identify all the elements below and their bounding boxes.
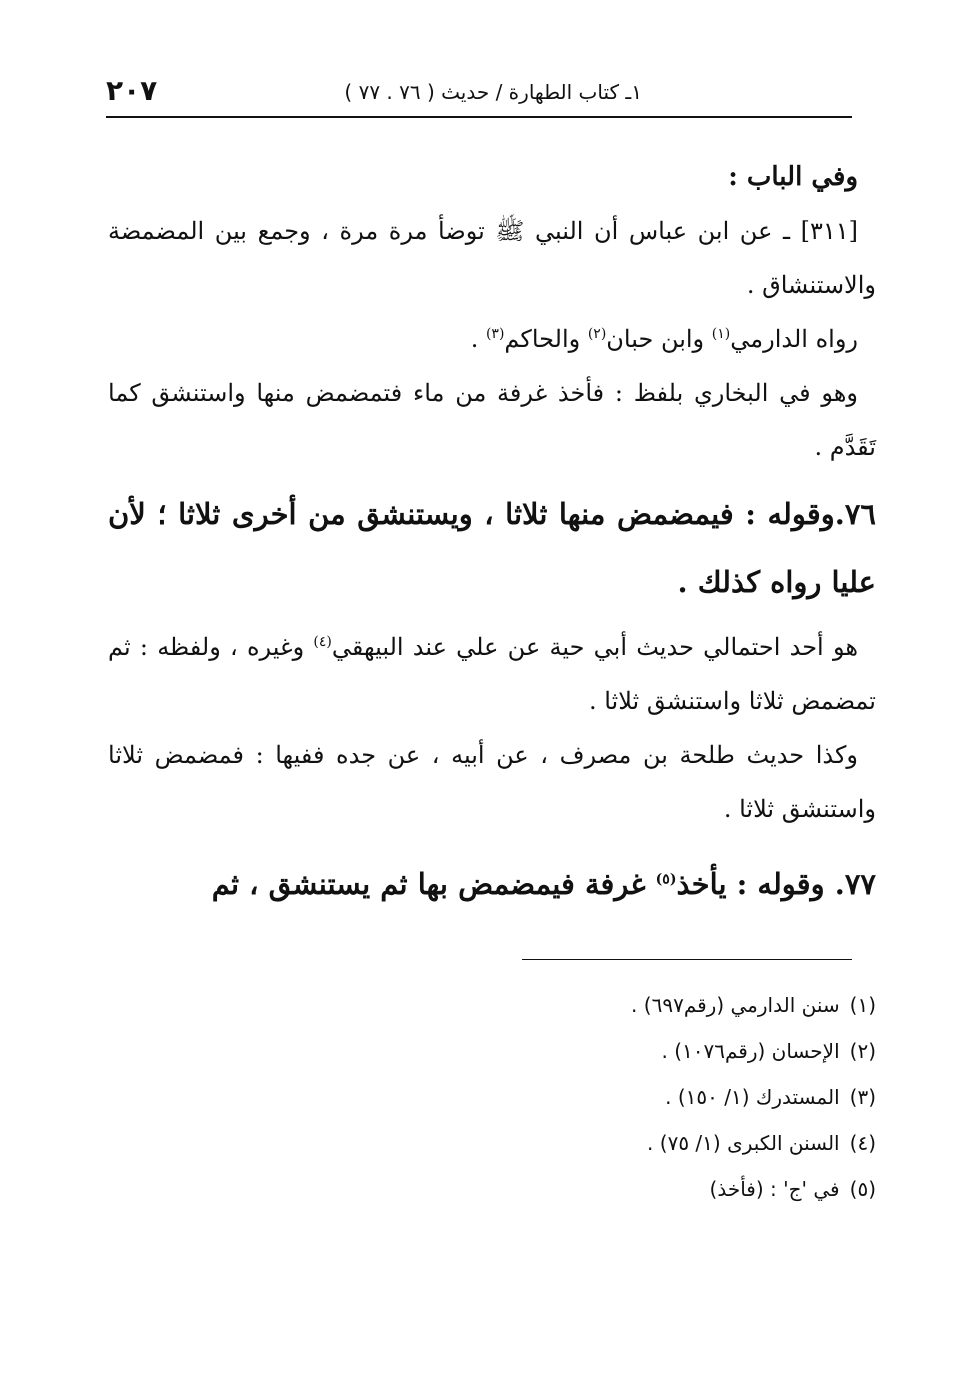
footnote-text: في 'ج' : (فأخذ) <box>709 1177 840 1201</box>
heading-77: ٧٧. وقوله : يأخذ$^{(٥)}$ غرفة فيمضمض بها ثم يستنشق ، ثم <box>211 867 876 901</box>
footnote-text: الإحسان (رقم١٠٧٦) . <box>661 1039 840 1063</box>
narration-paragraph: رواه الدارمي$^{(١)}$ وابن حبان$^{(٢)}$ والحاكم$^{(٣)}$ . <box>470 325 858 353</box>
footnote-ref-2[interactable]: (٢) <box>587 326 607 342</box>
talha-paragraph: وكذا حديث طلحة بن مصرف ، عن أبيه ، عن جده ففيها : فمضمض ثلاثا واستنشق ثلاثا . <box>108 741 876 823</box>
main-text <box>108 150 876 922</box>
page-number: ٢٠٧ <box>106 74 158 107</box>
footnote-number: (١) <box>849 993 876 1017</box>
footnote-text: سنن الدارمي (رقم٦٩٧) . <box>631 993 840 1017</box>
section-label: وفي الباب : <box>728 162 858 192</box>
bukhari-paragraph: وهو في البخاري بلفظ : فأخذ غرفة من ماء فتمضمض منها واستنشق كما تَقَدَّم . <box>108 379 876 461</box>
header-title: ١ـ كتاب الطهارة / حديث ( ٧٦ . ٧٧ ) <box>344 80 642 104</box>
footnote-number: (٢) <box>849 1039 876 1063</box>
footnote-divider <box>522 959 852 960</box>
footnote-item <box>500 1028 876 1074</box>
footnote-item <box>500 1166 876 1212</box>
footnotes <box>500 982 876 1212</box>
footnote-text: السنن الكبرى (١/ ٧٥) . <box>647 1131 840 1155</box>
footnote-ref-1[interactable]: (١) <box>711 326 731 342</box>
footnote-ref-3[interactable]: (٣) <box>485 326 505 342</box>
commentary-paragraph: هو أحد احتمالي حديث أبي حية عن علي عند البيهقي$^{(٤)}$ وغيره ، ولفظه : ثم تمضمض ثلاثا واستنشق ثلاثا . <box>108 633 876 715</box>
running-header <box>106 74 852 114</box>
heading-76: ٧٦.وقوله : فيمضمض منها ثلاثا ، ويستنشق من أخرى ثلاثا ؛ لأن عليا رواه كذلك . <box>108 497 876 599</box>
footnote-item <box>500 982 876 1028</box>
header-divider <box>106 116 852 118</box>
footnote-number: (٤) <box>849 1131 876 1155</box>
footnote-text: المستدرك (١/ ١٥٠) . <box>665 1085 840 1109</box>
footnote-ref-5[interactable]: (٥) <box>655 871 677 888</box>
footnote-item <box>500 1120 876 1166</box>
footnote-number: (٣) <box>849 1085 876 1109</box>
footnote-ref-4[interactable]: (٤) <box>313 634 332 650</box>
footnote-item <box>500 1074 876 1120</box>
footnote-number: (٥) <box>849 1177 876 1201</box>
hadith-paragraph: [٣١١] ـ عن ابن عباس أن النبي ﷺ توضأ مرة مرة ، وجمع بين المضمضة والاستنشاق . <box>108 217 876 299</box>
